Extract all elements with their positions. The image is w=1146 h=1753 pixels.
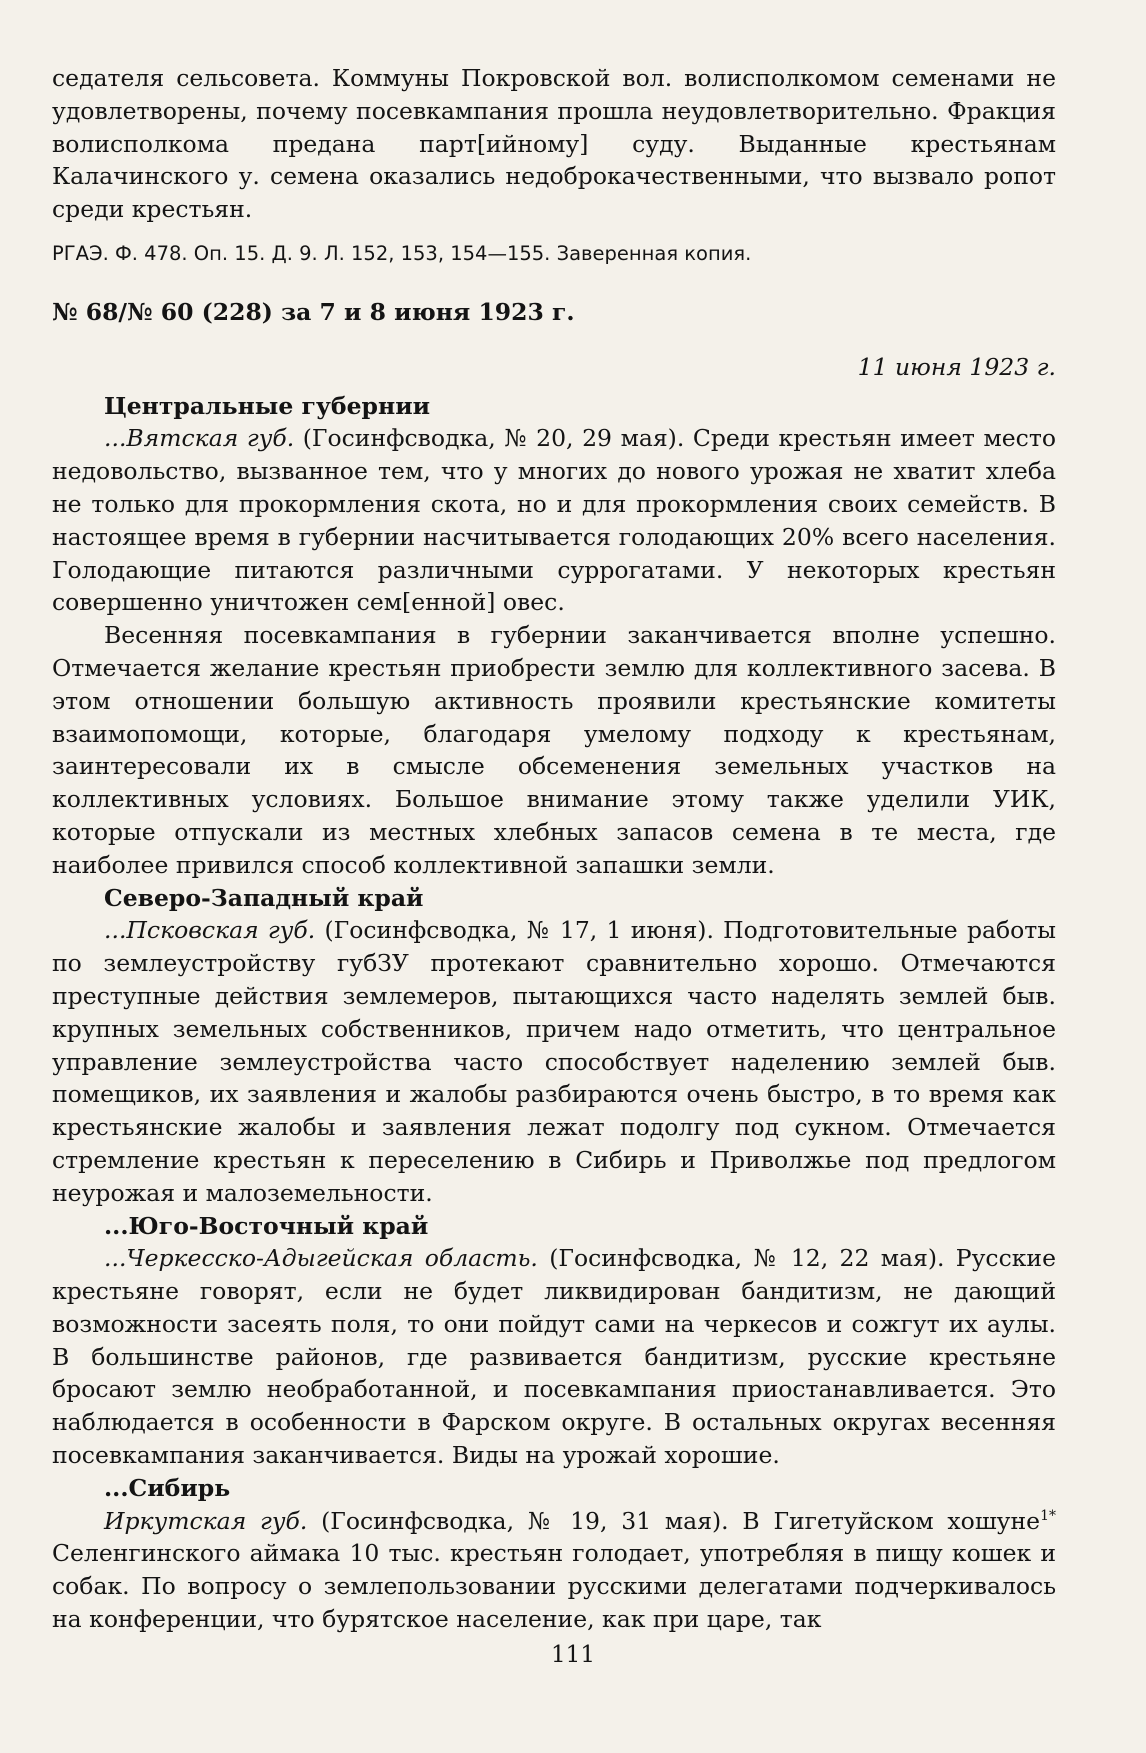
southeast-paragraph <box>52 1242 1056 1472</box>
page-number: 111 <box>551 1642 595 1668</box>
gov-name-cherkess: ...Черкесско-Адыгейская область. <box>104 1244 538 1273</box>
gov-name-pskov: ...Псковская губ. <box>104 916 316 945</box>
gov-name-vyatka: ...Вятская губ. <box>104 424 295 453</box>
region-heading-central: Центральные губернии <box>104 391 431 420</box>
northwest-text: (Госинфсводка, № 17, 1 июня). Подготовительные работы по землеустройству губЗУ протекают сравнительно хорошо. Отмечаются преступные действия землемеров, пытающихся часто наделять землей быв. крупных земельных собственников, причем надо отметить, что центральное управление землеустройства часто способствует наделению землей быв. помещиков, их заявления и жалобы разбираются очень быстро, в то время как крестьянские жалобы и заявления лежат подолгу под сукном. Отмечается стремление крестьян к переселению в Сибирь и Приволжье под предлогом неурожая и малоземельности. <box>52 916 1056 1207</box>
siberia-text-a: (Госинфсводка, № 19, 31 мая). В Гигетуйском хошуне <box>307 1506 1041 1535</box>
document-page <box>52 62 1056 1636</box>
region-heading-siberia: ...Сибирь <box>104 1473 231 1502</box>
central-paragraph-2: Весенняя посевкампания в губернии заканчивается вполне успешно. Отмечается желание крестьян приобрести землю для коллективного засева. В этом отношении большую активность проявили крестьянские комитеты взаимопомощи, которые, благодаря умелому подходу к крестьянам, заинтересовали их в смысле обсеменения земельных участков на коллективных условиях. Большое внимание этому также уделили УИК, которые отпускали из местных хлебных запасов семена в те места, где наиболее привился способ коллективной запашки земли. <box>52 621 1056 879</box>
region-heading-southeast: ...Юго-Восточный край <box>104 1211 429 1240</box>
archive-source-note: РГАЭ. Ф. 478. Оп. 15. Д. 9. Л. 152, 153, 154—155. Заверенная копия. <box>52 241 752 265</box>
document-title: № 68/№ 60 (228) за 7 и 8 июня 1923 г. <box>52 297 575 326</box>
central-text-1: (Госинфсводка, № 20, 29 мая). Среди крестьян имеет место недовольство, вызванное тем, что у многих до нового урожая не хватит хлеба не только для прокормления скота, но и для прокормления своих семейств. В настоящее время в губернии насчитывается голодающих 20% всего населения. Голодающие питаются различными суррогатами. У некоторых крестьян совершенно уничтожен сем[енной] овес. <box>52 424 1056 617</box>
footnote-mark: 1* <box>1040 1507 1056 1524</box>
region-heading-northwest: Северо-Западный край <box>104 883 424 912</box>
central-paragraph-1 <box>52 422 1056 619</box>
siberia-text-b: Селенгинского аймака 10 тыс. крестьян голодает, употребляя в пищу кошек и собак. По вопросу о землепользовании русскими делегатами подчеркивалось на конференции, что бурятское население, как при царе, так <box>52 1539 1056 1634</box>
intro-paragraph: седателя сельсовета. Коммуны Покровской вол. волисполкомом семенами не удовлетворены, почему посевкампания прошла неудовлетворительно. Фракция волисполкома предана парт[ийному] суду. Выданные крестьянам Калачинского у. семена оказались недоброкачественными, что вызвало ропот среди крестьян. <box>52 64 1056 224</box>
siberia-paragraph <box>52 1505 1056 1636</box>
document-date: 11 июня 1923 г. <box>857 352 1056 381</box>
northwest-paragraph <box>52 914 1056 1209</box>
gov-name-irkutsk: Иркутская губ. <box>104 1506 308 1535</box>
southeast-text: (Госинфсводка, № 12, 22 мая). Русские крестьяне говорят, если не будет ликвидирован бандитизм, не дающий возможности засеять поля, то они пойдут сами на черкесов и сожгут их аулы. В большинстве районов, где развивается бандитизм, русские крестьяне бросают землю необработанной, и посевкампания приостанавливается. Это наблюдается в особенности в Фарском округе. В остальных округах весенняя посевкампания заканчивается. Виды на урожай хорошие. <box>52 1244 1056 1470</box>
